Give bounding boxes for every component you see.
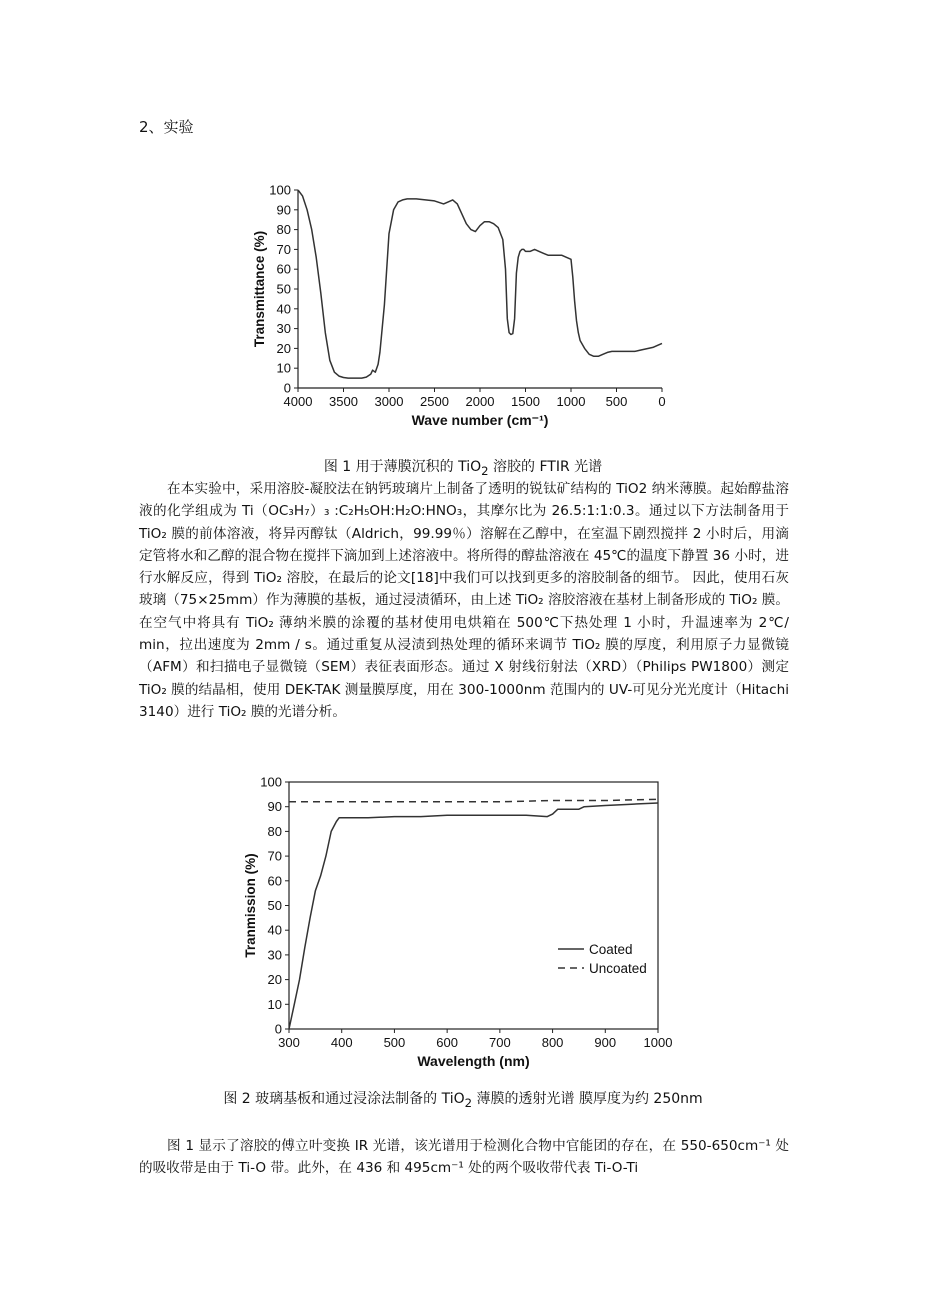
ftir-x-tick-label: 3000 — [374, 394, 404, 409]
trans-y-tick-label: 0 — [274, 1021, 282, 1037]
trans-y-tick-label: 10 — [267, 996, 282, 1012]
trans-series-uncoated — [289, 799, 658, 802]
trans-y-tick-label: 100 — [260, 774, 282, 790]
trans-y-tick-label: 90 — [267, 799, 282, 815]
trans-x-tick-label: 900 — [594, 1035, 617, 1050]
ftir-x-tick-label: 0 — [658, 394, 666, 409]
trans-y-tick-label: 50 — [267, 898, 282, 913]
ftir-y-tick-label: 70 — [276, 241, 291, 257]
ftir-y-tick-label: 100 — [269, 182, 291, 198]
trans-y-tick-label: 20 — [267, 972, 282, 988]
figure-1-caption-sub: 2 — [481, 463, 489, 478]
trans-y-tick-label: 60 — [267, 873, 282, 889]
paragraph-2-text: 图 1 显示了溶胶的傅立叶变换 IR 光谱，该光谱用于检测化合物中官能团的存在，在 550-650cm⁻¹ 处的吸收带是由于 Ti-O 带。此外，在 436 和 495cm⁻¹ 处的两个吸收带代表 Ti-O-Ti — [139, 1138, 789, 1177]
ftir-y-tick-label: 60 — [276, 261, 291, 277]
ftir-y-tick-label: 30 — [276, 321, 291, 337]
trans-y-tick-label: 80 — [267, 823, 282, 839]
trans-y-tick-label: 70 — [267, 848, 282, 864]
ftir-x-axis-title: Wave number (cm⁻¹) — [411, 412, 549, 428]
figure-2 — [236, 774, 676, 1074]
ftir-y-tick-label: 10 — [276, 360, 291, 376]
paragraph-1-text: 在本实验中，采用溶胶-凝胶法在钠钙玻璃片上制备了透明的锐钛矿结构的 TiO2 纳米薄膜。起始醇盐溶液的化学组成为 Ti（OC₃H₇）₃ :C₂H₅OH:H₂O:HNO₃，其摩尔比为 26.5:1:1:0.3。通过以下方法制备用于 TiO₂ 膜的前体溶液，将异丙醇钛（Aldrich，99.99％）溶解在乙醇中，在室温下剧烈搅拌 2 小时后，用滴定管将水和乙醇的混合物在搅拌下滴加到上述溶液中。将所得的醇盐溶液在 45℃的温度下静置 36 小时，进行水解反应，得到 TiO₂ 溶胶，在最后的论文[18]中我们可以找到更多的溶胶制备的细节。 因此，使用石灰玻璃（75×25mm）作为薄膜的基板，通过浸渍循环，由上述 TiO₂ 溶胶溶液在基材上制备形成的 TiO₂ 膜。 在空气中将具有 TiO₂ 薄纳米膜的涂覆的基材使用电烘箱在 500℃下热处理 1 小时，升温速率为 2℃/ min，拉出速度为 2mm / s。通过重复从浸渍到热处理的循环来调节 TiO₂ 膜的厚度，利用原子力显微镜（AFM）和扫描电子显微镜（SEM）表征表面形态。通过 X 射线衍射法（XRD）（Philips PW1800）测定 TiO₂ 膜的结晶相，使用 DEK-TAK 测量膜厚度，用在 300-1000nm 范围内的 UV-可见分光光度计（Hitachi 3140）进行 TiO₂ 膜的光谱分析。 — [139, 481, 789, 720]
trans-legend-label-coated: Coated — [589, 942, 633, 957]
trans-x-tick-label: 400 — [330, 1035, 353, 1050]
trans-x-axis-title: Wavelength (nm) — [417, 1053, 530, 1069]
ftir-y-tick-label: 90 — [276, 202, 291, 218]
trans-x-tick-label: 800 — [541, 1035, 564, 1050]
section-heading: 2、实验 — [139, 118, 194, 136]
ftir-x-tick-label: 500 — [605, 394, 628, 409]
ftir-y-axis-title: Transmittance (%) — [252, 230, 267, 348]
figure-2-caption-post: 薄膜的透射光谱 膜厚度为约 250nm — [472, 1091, 703, 1107]
paragraph-1 — [139, 478, 789, 723]
figure-1-caption-pre: 图 1 用于薄膜沉积的 TiO — [323, 459, 482, 475]
trans-x-tick-label: 500 — [383, 1035, 406, 1050]
figure-1 — [236, 178, 676, 440]
trans-y-tick-label: 30 — [267, 947, 282, 963]
figure-2-caption — [0, 1088, 926, 1110]
ftir-x-tick-label: 1500 — [511, 394, 540, 409]
ftir-y-tick-label: 40 — [276, 301, 291, 317]
figure-1-caption — [0, 456, 926, 478]
ftir-x-tick-label: 4000 — [283, 394, 313, 409]
figure-1-caption-post: 溶胶的 FTIR 光谱 — [488, 459, 603, 475]
ftir-x-tick-label: 2000 — [465, 394, 495, 409]
trans-y-tick-label: 40 — [267, 922, 282, 938]
trans-x-tick-label: 1000 — [643, 1035, 673, 1050]
trans-x-tick-label: 700 — [489, 1035, 511, 1050]
ftir-y-tick-label: 80 — [276, 222, 291, 238]
paragraph-2 — [139, 1135, 789, 1180]
figure-2-caption-pre: 图 2 玻璃基板和通过浸涂法制备的 TiO — [223, 1091, 465, 1107]
transmission-chart — [236, 774, 676, 1074]
ftir-x-tick-label: 1000 — [556, 394, 586, 409]
ftir-chart — [236, 178, 676, 440]
ftir-series-ftir — [298, 190, 662, 378]
ftir-x-tick-label: 3500 — [329, 394, 358, 409]
trans-y-axis-title: Tranmission (%) — [243, 853, 258, 958]
trans-x-tick-label: 600 — [436, 1035, 458, 1050]
trans-series-coated — [289, 803, 658, 1029]
trans-plot-frame — [289, 782, 658, 1029]
ftir-y-tick-label: 20 — [276, 340, 291, 356]
trans-legend-label-uncoated: Uncoated — [589, 961, 647, 976]
trans-x-tick-label: 300 — [278, 1035, 300, 1050]
ftir-x-tick-label: 2500 — [420, 394, 449, 409]
ftir-y-tick-label: 0 — [283, 380, 291, 396]
ftir-y-tick-label: 50 — [276, 281, 291, 297]
figure-2-caption-sub: 2 — [464, 1095, 473, 1110]
